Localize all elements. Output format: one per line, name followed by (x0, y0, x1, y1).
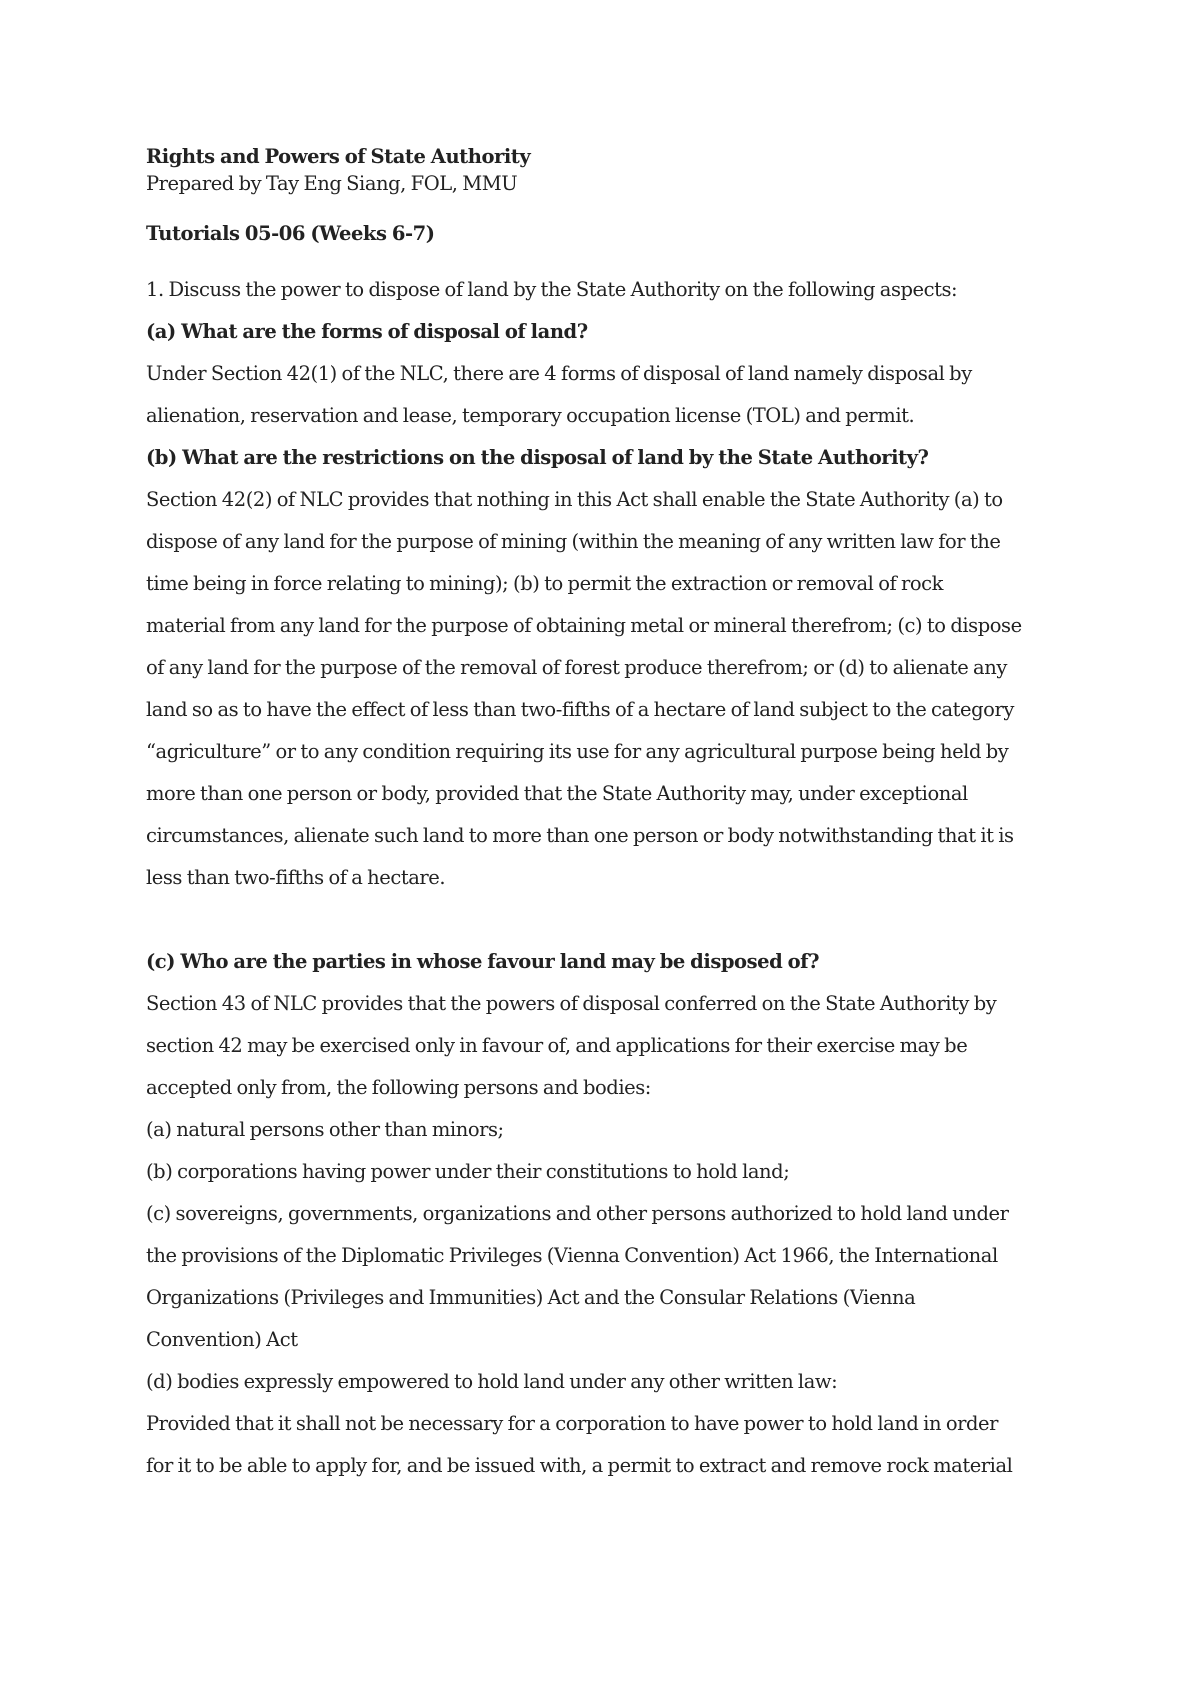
part-c-line: section 42 may be exercised only in favour of, and applications for their exercise may be (146, 1034, 968, 1057)
part-b-line: Section 42(2) of NLC provides that nothing in this Act shall enable the State Authority (a) to (146, 488, 1003, 511)
part-b-line: time being in force relating to mining); (b) to permit the extraction or removal of rock (146, 572, 943, 595)
part-c-line: Convention) Act (146, 1328, 298, 1351)
part-c-line: the provisions of the Diplomatic Privileges (Vienna Convention) Act 1966, the International (146, 1244, 998, 1267)
document-subtitle: Prepared by Tay Eng Siang, FOL, MMU (146, 172, 518, 195)
document-page (146, 145, 1076, 1496)
part-c-line: Section 43 of NLC provides that the powers of disposal conferred on the State Authority by (146, 992, 997, 1015)
part-b-line: material from any land for the purpose of obtaining metal or mineral therefrom; (c) to dispose (146, 614, 1022, 637)
part-c-list-item: (b) corporations having power under their constitutions to hold land; (146, 1160, 790, 1183)
part-b-line: less than two-fifths of a hectare. (146, 866, 446, 889)
part-b-line: dispose of any land for the purpose of mining (within the meaning of any written law for the (146, 530, 1001, 553)
part-a-line: alienation, reservation and lease, temporary occupation license (TOL) and permit. (146, 404, 915, 427)
part-b-heading: (b) What are the restrictions on the disposal of land by the State Authority? (146, 446, 929, 469)
part-c-list-item: (c) sovereigns, governments, organizations and other persons authorized to hold land under (146, 1202, 1009, 1225)
part-c-line: Organizations (Privileges and Immunities) Act and the Consular Relations (Vienna (146, 1286, 916, 1309)
part-c-list-item: (a) natural persons other than minors; (146, 1118, 504, 1141)
part-b-line: more than one person or body, provided that the State Authority may, under exceptional (146, 782, 968, 805)
part-c-line: accepted only from, the following persons and bodies: (146, 1076, 651, 1099)
part-c-heading: (c) Who are the parties in whose favour land may be disposed of? (146, 950, 820, 973)
question-intro: 1. Discuss the power to dispose of land by the State Authority on the following aspects: (146, 278, 958, 301)
part-b-line: of any land for the purpose of the removal of forest produce therefrom; or (d) to alienate any (146, 656, 1007, 679)
part-b-line: land so as to have the effect of less than two-fifths of a hectare of land subject to the category (146, 698, 1014, 721)
part-b-line: circumstances, alienate such land to more than one person or body notwithstanding that it is (146, 824, 1014, 847)
part-a-line: Under Section 42(1) of the NLC, there are 4 forms of disposal of land namely disposal by (146, 362, 972, 385)
part-b-line: “agriculture” or to any condition requiring its use for any agricultural purpose being held by (146, 740, 1009, 763)
part-a-heading: (a) What are the forms of disposal of land? (146, 320, 588, 343)
document-title: Rights and Powers of State Authority (146, 145, 531, 168)
part-c-line: Provided that it shall not be necessary for a corporation to have power to hold land in order (146, 1412, 998, 1435)
tutorial-heading: Tutorials 05-06 (Weeks 6-7) (146, 222, 435, 245)
part-c-line: for it to be able to apply for, and be issued with, a permit to extract and remove rock material (146, 1454, 1013, 1477)
part-c-list-item: (d) bodies expressly empowered to hold land under any other written law: (146, 1370, 838, 1393)
